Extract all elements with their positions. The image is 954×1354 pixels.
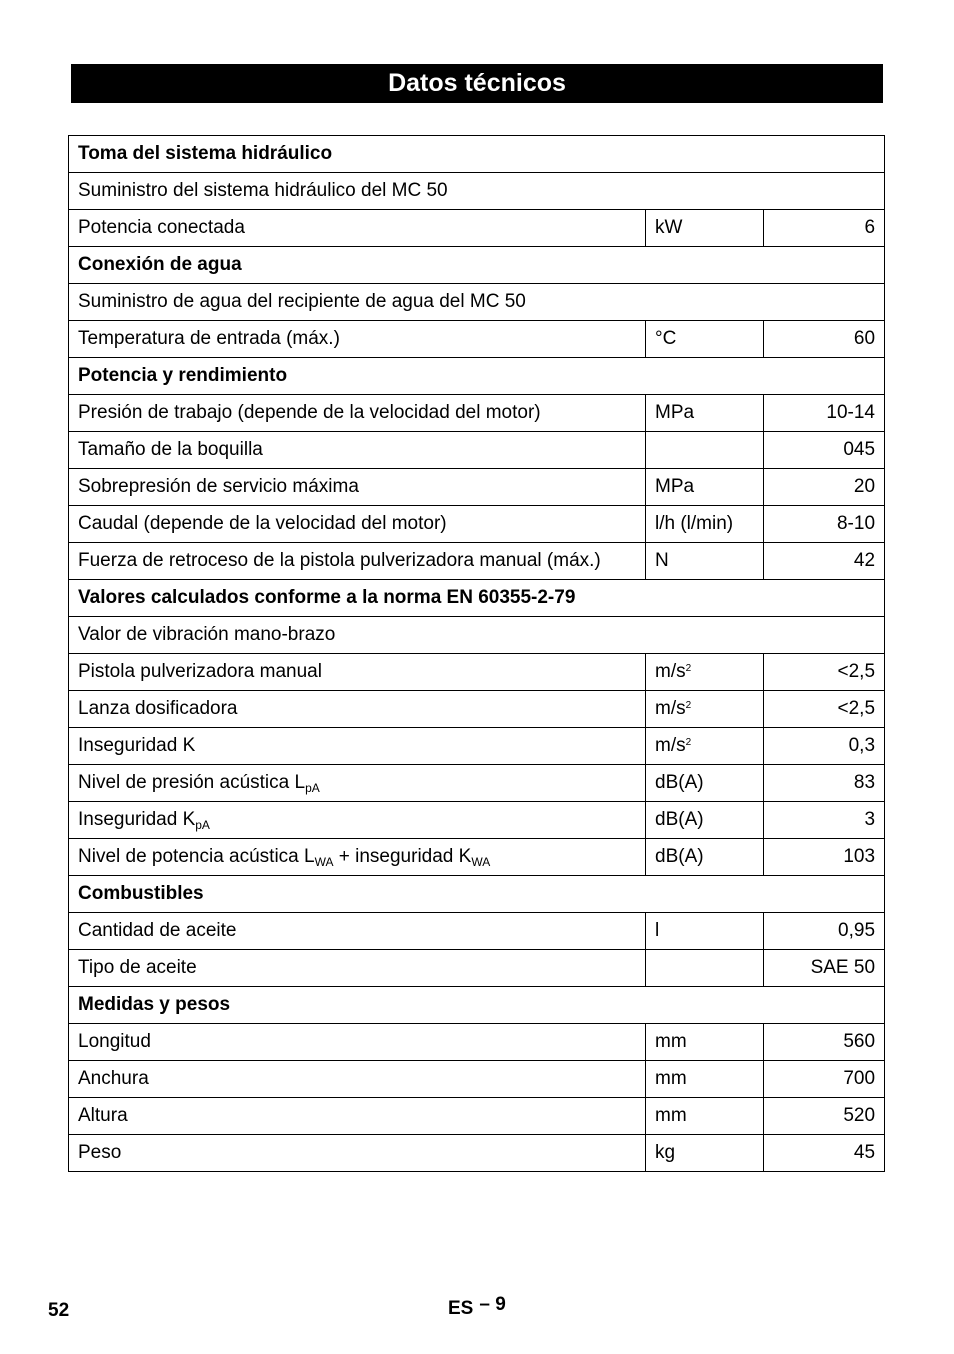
spec-unit-text: MPa: [655, 476, 695, 497]
page-title: Datos técnicos: [71, 64, 883, 103]
spec-value: 45: [764, 1135, 885, 1172]
spec-value: 045: [764, 432, 885, 469]
table-row: [69, 913, 885, 950]
section-heading-row: [69, 580, 885, 617]
spec-label: [69, 284, 885, 321]
table-row: [69, 432, 885, 469]
spec-label-text: Nivel de presión acústica L: [78, 771, 306, 793]
section-heading: Conexión de agua: [69, 247, 885, 284]
table-row: [69, 506, 885, 543]
spec-label: [69, 654, 646, 691]
spec-unit: [646, 802, 764, 839]
spec-label: [69, 1135, 646, 1172]
spec-unit-text: mm: [655, 1105, 687, 1126]
spec-value: 20: [764, 469, 885, 506]
table-row: [69, 321, 885, 358]
table-row: [69, 210, 885, 247]
spec-unit: [646, 210, 764, 247]
spec-unit: [646, 1135, 764, 1172]
spec-value: <2,5: [764, 691, 885, 728]
section-heading: Potencia y rendimiento: [69, 358, 885, 395]
spec-unit-text: °C: [655, 328, 677, 349]
spec-label-text: Suministro de agua del recipiente de agua del MC 50: [78, 291, 526, 312]
table-row: [69, 469, 885, 506]
section-heading: Toma del sistema hidráulico: [69, 136, 885, 173]
spec-label-text: Lanza dosificadora: [78, 698, 238, 719]
table-row: [69, 950, 885, 987]
spec-label: [69, 506, 646, 543]
table-row: [69, 654, 885, 691]
spec-unit: [646, 728, 764, 765]
spec-label: [69, 321, 646, 358]
spec-value: 0,95: [764, 913, 885, 950]
language-code: ES: [448, 1298, 474, 1319]
spec-unit: [646, 395, 764, 432]
section-heading: Valores calculados conforme a la norma EN 60355-2-79: [69, 580, 885, 617]
spec-unit-superscript: 2: [685, 737, 692, 748]
section-heading-row: [69, 987, 885, 1024]
spec-label: [69, 1024, 646, 1061]
spec-label-text: Tamaño de la boquilla: [78, 439, 263, 460]
section-heading-row: [69, 876, 885, 913]
spec-unit-text: dB(A): [655, 846, 704, 867]
spec-unit: [646, 1024, 764, 1061]
spec-label-text: Inseguridad K: [78, 735, 196, 756]
table-row: [69, 802, 885, 839]
spec-unit: [646, 432, 764, 469]
spec-label-text: Tipo de aceite: [78, 957, 197, 978]
spec-label-text: Cantidad de aceite: [78, 920, 237, 941]
spec-value: 3: [764, 802, 885, 839]
spec-label: [69, 839, 646, 876]
spec-unit: [646, 1098, 764, 1135]
spec-unit: [646, 1061, 764, 1098]
spec-unit-text: kg: [655, 1142, 676, 1163]
spec-value: SAE 50: [764, 950, 885, 987]
section-heading-row: [69, 247, 885, 284]
spec-unit-text: N: [655, 550, 669, 571]
table-row: [69, 395, 885, 432]
spec-unit: [646, 691, 764, 728]
table-row: [69, 765, 885, 802]
spec-label: [69, 617, 885, 654]
spec-label: [69, 765, 646, 802]
spec-unit-text: m/s: [655, 735, 686, 756]
footer-dash: –: [479, 1294, 490, 1315]
spec-unit: [646, 913, 764, 950]
spec-label-subscript: pA: [305, 780, 320, 795]
spec-label-text: Peso: [78, 1142, 122, 1163]
spec-unit-text: mm: [655, 1068, 687, 1089]
spec-value: 0,3: [764, 728, 885, 765]
spec-label-text: Caudal (depende de la velocidad del motor): [78, 513, 447, 534]
spec-label-text: Anchura: [78, 1068, 149, 1089]
section-page-number: 9: [495, 1294, 506, 1315]
table-row: [69, 617, 885, 654]
spec-unit-superscript: 2: [685, 700, 692, 711]
spec-unit-superscript: 2: [685, 663, 692, 674]
spec-value: <2,5: [764, 654, 885, 691]
spec-value: 83: [764, 765, 885, 802]
spec-label-subscript: WA: [471, 854, 491, 869]
table-row: [69, 839, 885, 876]
spec-value: 103: [764, 839, 885, 876]
spec-label-continuation: + inseguridad K: [333, 845, 472, 867]
spec-unit-text: l/h (l/min): [655, 513, 734, 534]
table-row: [69, 1135, 885, 1172]
spec-unit: [646, 469, 764, 506]
spec-unit: [646, 839, 764, 876]
spec-label-text: Potencia conectada: [78, 217, 245, 238]
spec-label-subscript: pA: [195, 817, 210, 832]
spec-label-text: Presión de trabajo (depende de la velocidad del motor): [78, 402, 541, 423]
spec-label-text: Inseguridad K: [78, 808, 196, 830]
table-row: [69, 543, 885, 580]
spec-value: 6: [764, 210, 885, 247]
page-number: 52: [48, 1300, 70, 1321]
spec-unit: [646, 950, 764, 987]
spec-label-text: Temperatura de entrada (máx.): [78, 328, 340, 349]
spec-label: [69, 173, 885, 210]
spec-value: 60: [764, 321, 885, 358]
spec-label: [69, 950, 646, 987]
spec-unit: [646, 506, 764, 543]
spec-label-text: Altura: [78, 1105, 128, 1126]
spec-unit-text: dB(A): [655, 772, 704, 793]
spec-label: [69, 543, 646, 580]
spec-unit-text: m/s: [655, 698, 686, 719]
spec-label-text: Fuerza de retroceso de la pistola pulverizadora manual (máx.): [78, 550, 601, 571]
spec-unit: [646, 765, 764, 802]
spec-label: [69, 1061, 646, 1098]
spec-unit-text: l: [655, 920, 660, 941]
spec-label-text: Valor de vibración mano-brazo: [78, 624, 336, 645]
section-heading: Combustibles: [69, 876, 885, 913]
table-row: [69, 691, 885, 728]
section-heading: Medidas y pesos: [69, 987, 885, 1024]
spec-label-text: Nivel de potencia acústica L: [78, 845, 315, 867]
spec-label: [69, 432, 646, 469]
spec-unit-text: mm: [655, 1031, 687, 1052]
section-heading-row: [69, 136, 885, 173]
spec-label: [69, 210, 646, 247]
table-row: [69, 1098, 885, 1135]
spec-unit: [646, 543, 764, 580]
spec-value: 10-14: [764, 395, 885, 432]
spec-value: 520: [764, 1098, 885, 1135]
spec-label: [69, 728, 646, 765]
spec-unit-text: m/s: [655, 661, 686, 682]
table-row: [69, 284, 885, 321]
spec-label-text: Longitud: [78, 1031, 151, 1052]
spec-label: [69, 1098, 646, 1135]
section-heading-row: [69, 358, 885, 395]
spec-label-text: Pistola pulverizadora manual: [78, 661, 322, 682]
footer-language: [448, 1294, 506, 1320]
spec-unit: [646, 654, 764, 691]
table-row: [69, 173, 885, 210]
technical-data-body: [69, 136, 885, 1172]
spec-unit-text: kW: [655, 217, 683, 238]
spec-label: [69, 913, 646, 950]
spec-label: [69, 395, 646, 432]
spec-unit: [646, 321, 764, 358]
spec-label: [69, 802, 646, 839]
spec-label-text: Suministro del sistema hidráulico del MC 50: [78, 180, 448, 201]
spec-value: 42: [764, 543, 885, 580]
table-row: [69, 728, 885, 765]
spec-unit-text: MPa: [655, 402, 695, 423]
spec-label-text: Sobrepresión de servicio máxima: [78, 476, 359, 497]
table-row: [69, 1061, 885, 1098]
table-row: [69, 1024, 885, 1061]
spec-value: 8-10: [764, 506, 885, 543]
technical-data-table: [68, 135, 885, 1172]
spec-label: [69, 691, 646, 728]
spec-label-subscript: WA: [314, 854, 334, 869]
spec-label: [69, 469, 646, 506]
spec-value: 560: [764, 1024, 885, 1061]
spec-value: 700: [764, 1061, 885, 1098]
spec-unit-text: dB(A): [655, 809, 704, 830]
